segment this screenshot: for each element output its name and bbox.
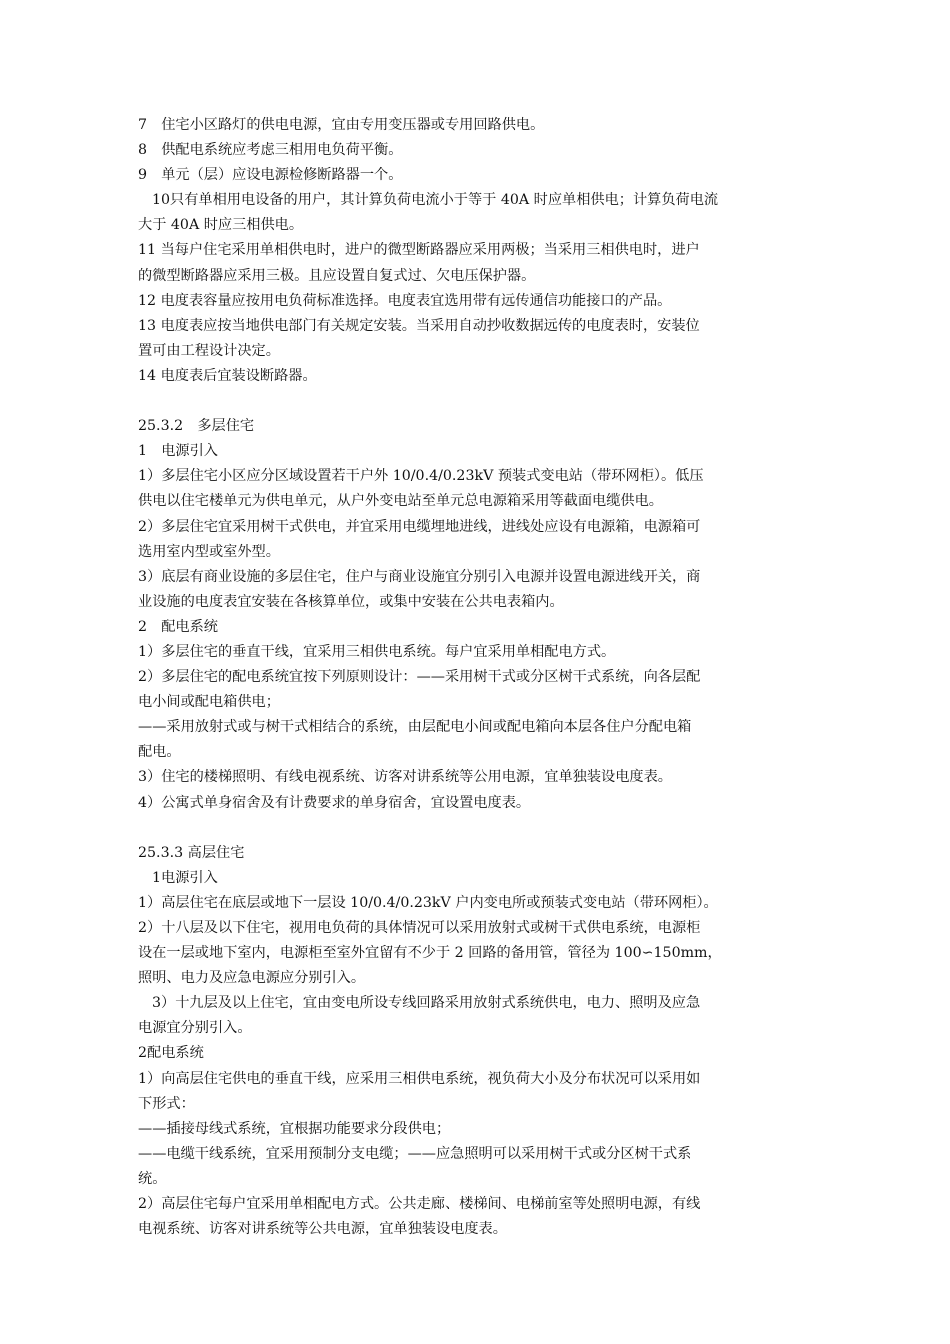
paragraph-7: 7 住宅小区路灯的供电电源，宜由专用变压器或专用回路供电。 [138,117,545,133]
multi-dist-item-3: 3）住宅的楼梯照明、有线电视系统、访客对讲系统等公用电源，宜单独装设电度表。 [138,769,672,786]
document-body [138,113,828,1242]
multi-dist-item-1: 1）多层住宅的垂直干线，宜采用三相供电系统。每户宜采用单相配电方式。 [138,643,616,660]
subsection-title-power-intro-high: 1电源引入 [152,869,218,886]
multi-dist-item-2b-line-2: 配电。 [138,744,181,761]
paragraph-13-line-1: 13 电度表应按当地供电部门有关规定安装。当采用自动抄收数据远传的电度表时，安装位 [138,317,700,334]
paragraph-9: 9 单元（层）应设电源检修断路器一个。 [138,167,403,184]
section-heading-high: 25.3.3 高层住宅 [138,844,245,861]
paragraph-11-line-1: 11 当每户住宅采用单相供电时，进户的微型断路器应采用两极；当采用三相供电时，进户 [138,242,700,259]
high-dist-item-1-line-1: 1）向高层住宅供电的垂直干线，应采用三相供电系统，视负荷大小及分布状况可以采用如 [138,1070,701,1087]
high-power-item-3-line-2: 电源宜分别引入。 [138,1020,252,1037]
subsection-title-distribution: 2 配电系统 [138,618,218,635]
high-power-item-3-line-1: 3）十九层及以上住宅，宜由变电所设专线回路采用放射式系统供电，电力、照明及应急 [152,995,701,1012]
multi-power-item-3-line-2: 业设施的电度表宜安装在各核算单位，或集中安装在公共电表箱内。 [138,593,564,610]
paragraph-8: 8 供配电系统应考虑三相用电负荷平衡。 [138,142,403,159]
paragraph-10-line-2: 大于 40A 时应三相供电。 [138,217,304,234]
subsection-title-distribution-high: 2配电系统 [138,1045,204,1062]
high-dist-item-2-line-1: 2）高层住宅每户宜采用单相配电方式。公共走廊、楼梯间、电梯前室等处照明电源，有线 [138,1196,701,1213]
high-power-item-2-line-2: 设在一层或地下室内，电源柜至室外宜留有不少于 2 回路的备用管，管径为 100∽150mm， [138,945,722,962]
section-heading-multi: 25.3.2 多层住宅 [138,418,255,435]
high-dist-item-cable-line-2: 统。 [138,1170,167,1187]
multi-dist-item-2b-line-1: ——采用放射式或与树干式相结合的系统，由层配电小间或配电箱向本层各住户分配电箱 [138,719,692,736]
multi-power-item-1-line-2: 供电以住宅楼单元为供电单元，从户外变电站至单元总电源箱采用等截面电缆供电。 [138,493,663,510]
high-power-item-2-line-3: 照明、电力及应急电源应分别引入。 [138,970,366,987]
multi-power-item-2-line-2: 选用室内型或室外型。 [138,543,280,560]
high-dist-item-1-line-2: 下形式： [138,1095,195,1112]
blank-line [138,816,828,841]
multi-power-item-3-line-1: 3）底层有商业设施的多层住宅，住户与商业设施宜分别引入电源并设置电源进线开关，商 [138,568,701,585]
paragraph-13-line-2: 置可由工程设计决定。 [138,342,280,359]
paragraph-12: 12 电度表容量应按用电负荷标准选择。电度表宜选用带有远传通信功能接口的产品。 [138,292,672,309]
high-dist-item-cable-line-1: ——电缆干线系统，宜采用预制分支电缆；——应急照明可以采用树干式或分区树干式系 [138,1145,692,1162]
high-dist-item-busway: ——插接母线式系统，宜根据功能要求分段供电； [138,1120,451,1137]
multi-dist-item-2-line-1: 2）多层住宅的配电系统宜按下列原则设计：——采用树干式或分区树干式系统，向各层配 [138,669,701,686]
high-power-item-1: 1）高层住宅在底层或地下一层设 10/0.4/0.23kV 户内变电所或预装式变电站（带环网柜）。 [138,894,718,911]
multi-power-item-2-line-1: 2）多层住宅宜采用树干式供电，并宜采用电缆埋地进线，进线处应设有电源箱，电源箱可 [138,518,701,535]
multi-power-item-1-line-1: 1）多层住宅小区应分区域设置若干户外 10/0.4/0.23kV 预装式变电站（带环网柜）。低压 [138,468,704,485]
multi-dist-item-4: 4）公寓式单身宿舍及有计费要求的单身宿舍，宜设置电度表。 [138,794,531,811]
multi-dist-item-2-line-2: 电小间或配电箱供电； [138,694,280,711]
high-dist-item-2-line-2: 电视系统、访客对讲系统等公共电源，宜单独装设电度表。 [138,1221,507,1238]
paragraph-14: 14 电度表后宜装设断路器。 [138,367,317,384]
blank-line [138,389,828,414]
subsection-title-power-intro: 1 电源引入 [138,443,218,460]
high-power-item-2-line-1: 2）十八层及以下住宅，视用电负荷的具体情况可以采用放射式或树干式供电系统，电源柜 [138,920,701,936]
paragraph-11-line-2: 的微型断路器应采用三极。且应设置自复式过、欠电压保护器。 [138,267,536,284]
paragraph-10-line-1: 10只有单相用电设备的用户，其计算负荷电流小于等于 40A 时应单相供电；计算负荷电流 [152,192,719,209]
